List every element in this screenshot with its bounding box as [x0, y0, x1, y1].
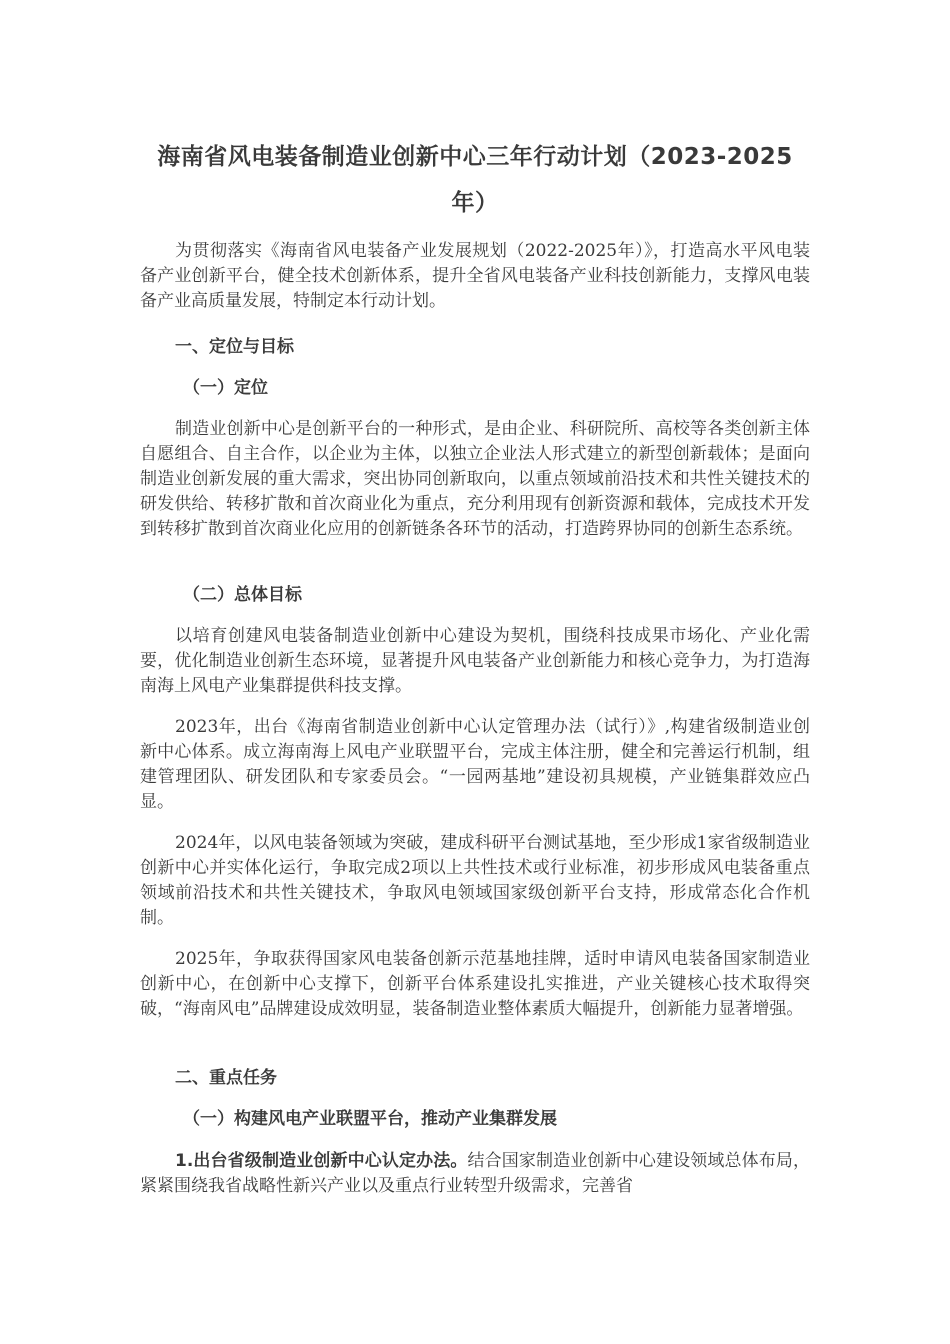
section1-sub1-heading: （一）定位 [183, 378, 268, 398]
section1-heading: 一、定位与目标 [175, 337, 294, 357]
task-item-1-paragraph [140, 1149, 810, 1199]
intro-paragraph: 为贯彻落实《海南省风电装备产业发展规划（2022-2025年）》，打造高水平风电装备产业创新平台，健全技术创新体系，提升全省风电装备产业科技创新能力，支撑风电装备产业高质量发展，特制定本行动计划。 [140, 241, 810, 311]
section2-heading: 二、重点任务 [175, 1068, 277, 1088]
goal-2024-paragraph: 2024年，以风电装备领域为突破，建成科研平台测试基地，至少形成1家省级制造业创新中心并实体化运行，争取完成2项以上共性技术或行业标准，初步形成风电装备重点领域前沿技术和共性关键技术，争取风电领域国家级创新平台支持，形成常态化合作机制。 [140, 833, 810, 928]
goal-2023-paragraph: 2023年，出台《海南省制造业创新中心认定管理办法（试行）》,构建省级制造业创新中心体系。成立海南海上风电产业联盟平台，完成主体注册，健全和完善运行机制，组建管理团队、研发团队和专家委员会。“一园两基地”建设初具规模，产业链集群效应凸显。 [140, 717, 810, 812]
section1-sub2-heading: （二）总体目标 [183, 585, 302, 605]
task-item-1-text: 结合国家制造业创新中心建设领域总体布局，紧紧围绕我省战略性新兴产业以及重点行业转型升级需求，完善省 [140, 1151, 810, 1196]
task-item-1-lead: 1.出台省级制造业创新中心认定办法。 [175, 1151, 468, 1171]
positioning-paragraph: 制造业创新中心是创新平台的一种形式，是由企业、科研院所、高校等各类创新主体自愿组合、自主合作，以企业为主体，以独立企业法人形式建立的新型创新载体；是面向制造业创新发展的重大需求，突出协同创新取向，以重点领域前沿技术和共性关键技术的研发供给、转移扩散和首次商业化为重点，充分利用现有创新资源和载体，完成技术开发到转移扩散到首次商业化应用的创新链条各环节的活动，打造跨界协同的创新生态系统。 [140, 419, 810, 539]
goal-2025-paragraph: 2025年，争取获得国家风电装备创新示范基地挂牌，适时申请风电装备国家制造业创新中心，在创新中心支撑下，创新平台体系建设扎实推进，产业关键核心技术取得突破，“海南风电”品牌建设成效明显，装备制造业整体素质大幅提升，创新能力显著增强。 [140, 949, 810, 1019]
document-title: 海南省风电装备制造业创新中心三年行动计划（2023-2025年） [157, 144, 793, 216]
section2-sub1-heading: （一）构建风电产业联盟平台，推动产业集群发展 [183, 1109, 557, 1129]
overall-goal-paragraph: 以培育创建风电装备制造业创新中心建设为契机，围绕科技成果市场化、产业化需要，优化制造业创新生态环境，显著提升风电装备产业创新能力和核心竞争力，为打造海南海上风电产业集群提供科技支撑。 [140, 626, 810, 696]
